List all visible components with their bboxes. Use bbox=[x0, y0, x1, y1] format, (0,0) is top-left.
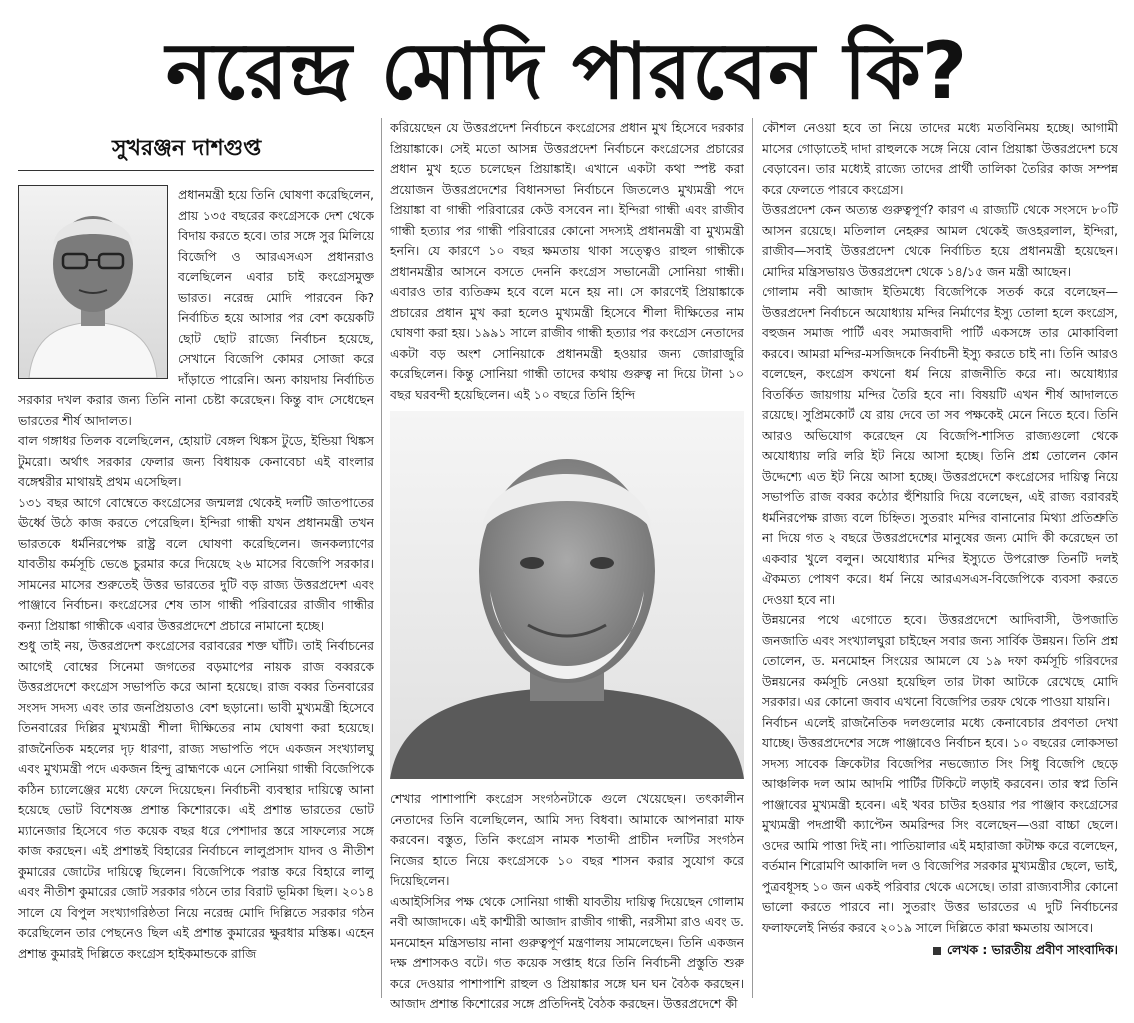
author-note-label: লেখক : bbox=[946, 942, 988, 957]
paragraph: শুধু তাই নয়, উত্তরপ্রদেশ কংগ্রেসের বরাবরের শক্ত ঘাঁটি। তাই নির্বাচনের আগেই বোম্বের সিনেমা জগতের বড়মাপের নায়ক রাজ বব্বরকে উত্তরপ্রদেশে কংগ্রেস সভাপতি করে আনা হয়েছে। রাজ বব্বর তিনবারের সংসদ সদস্য এবং তার জনপ্রিয়তাও বেশ ছড়ানো। ভাবী মুখ্যমন্ত্রী হিসেবে তিনবারের দিল্লির মুখ্যমন্ত্রী শীলা দীক্ষিতের নাম ঘোষণা করা হয়েছে। রাজনৈতিক মহলের দৃঢ় ধারণা, রাজ্য সভাপতি পদে একজন সংখ্যালঘু এবং মুখ্যমন্ত্রী পদে একজন হিন্দু ব্রাহ্মণকে এনে সোনিয়া গান্ধী বিজেপিকে কঠিন চ্যালেঞ্জের মধ্যে ফেলে দিয়েছেন। নির্বাচনী ব্যবস্থার দায়িত্বে আনা হয়েছে ভোট বিশেষজ্ঞ প্রশান্ত কিশোরকে। এই প্রশান্ত ভারতের ভোট ম্যানেজার হিসেবে গত কয়েক বছর ধরে পেশাদার স্তরে সাফল্যের সঙ্গে কাজ করছেন। এই প্রশান্তই বিহারের নির্বাচনে লালুপ্রসাদ যাদব ও নীতীশ কুমারের জোটের দায়িত্বে ছিলেন। বিজেপিকে পরাস্ত করে বিহারে লালু এবং নীতীশ কুমারের জোট সরকার গঠনে তার বিরাট ভূমিকা ছিল। ২০১৪ সালে যে বিপুল সংখ্যাগরিষ্ঠতা নিয়ে নরেন্দ্র মোদি দিল্লিতে সরকার গঠন করেছিলেন তার পেছনেও ছিল এই প্রশান্ত কুমারের ক্ষুরধার মস্তিষ্ক। এহেন প্রশান্ত কুমারই দিল্লিতে কংগ্রেস হাইকমান্ডকে রাজি bbox=[18, 638, 374, 961]
paragraph: কৌশল নেওয়া হবে তা নিয়ে তাদের মধ্যে মতবিনিময় হচ্ছে। আগামী মাসের গোড়াতেই দাদা রাহুলকে সঙ্গে নিয়ে বোন প্রিয়াঙ্কা উত্তরপ্রদেশ চষে বেড়াবেন। তার মধ্যেই রাজ্যে তাদের প্রার্থী তালিকা তৈরির কাজ সম্পন্ন করে ফেলতে পারবে কংগ্রেস। bbox=[762, 120, 1118, 197]
narendra-modi-photo bbox=[390, 411, 744, 779]
byline: সুখরঞ্জন দাশগুপ্ত bbox=[18, 130, 374, 171]
author-photo bbox=[18, 185, 168, 379]
paragraph: শেখার পাশাপাশি কংগ্রেস সংগঠনটাকে গুলে খেয়েছেন। তৎকালীন নেতাদের তিনি বলেছিলেন, আমি সদ্য বিধবা। আমাকে আপনারা মাফ করবেন। বস্তুত, তিনি কংগ্রেস নামক শতাব্দী প্রাচীন দলটির সংগঠন নিজের হাতে নিয়ে কংগ্রেসকে ১০ বছর শাসন করার সুযোগ করে দিয়েছিলেন। bbox=[390, 791, 744, 888]
paragraph: উন্নয়নের পথে এগোতে হবে। উত্তরপ্রদেশে আদিবাসী, উপজাতি জনজাতি এবং সংখ্যালঘুরা চাইছেন সবার জন্য সার্বিক উন্নয়ন। তিনি প্রশ্ন তোলেন, ড. মনমোহন সিংয়ের আমলে যে ১৯ দফা কর্মসূচি গরিবদের উন্নয়নের কর্মসূচি নেওয়া হয়েছিল তার টাকা আটকে রেখেছে মোদি সরকার। এর কোনো জবাব এখনো বিজেপির তরফ থেকে পাওয়া যায়নি। bbox=[762, 612, 1118, 709]
paragraph: করিয়েছেন যে উত্তরপ্রদেশ নির্বাচনে কংগ্রেসের প্রধান মুখ হিসেবে দরকার প্রিয়াঙ্কাকে। সেই মতো আসন্ন উত্তরপ্রদেশ নির্বাচনে কংগ্রেসের প্রচারের প্রধান মুখ হতে চলেছেন প্রিয়াঙ্কাই। এখানে একটা কথা স্পষ্ট করা প্রয়োজন উত্তরপ্রদেশের বিধানসভা নির্বাচনে জিতলেও মুখ্যমন্ত্রী পদে প্রিয়াঙ্কা বা গান্ধী পরিবারের কেউ বসবেন না। ইন্দিরা গান্ধী এবং রাজীব গান্ধী হত্যার পর গান্ধী পরিবারের কোনো সদস্যই প্রধানমন্ত্রী বা মুখ্যমন্ত্রী হননি। যে কারণে ১০ বছর ক্ষমতায় থাকা সত্ত্বেও রাহুল গান্ধীকে প্রধানমন্ত্রীর আসনে বসতে দেননি কংগ্রেস সভানেত্রী সোনিয়া গান্ধী। এবারও তার ব্যতিক্রম হবে বলে মনে হয় না। সে কারণেই প্রিয়াঙ্কাকে প্রচারের প্রধান মুখ করা হলেও মুখ্যমন্ত্রী হিসেবে শীলা দীক্ষিতের নাম ঘোষণা করা হয়। ১৯৯১ সালে রাজীব গান্ধী হত্যার পর কংগ্রেস নেতাদের একটা বড় অংশ সোনিয়াকে প্রধানমন্ত্রী হওয়ার জন্য জোরাজুরি করেছিলেন। কিন্তু সোনিয়া গান্ধী তাদের কথায় গুরুত্ব না দিয়ে টানা ১০ বছর ঘরবন্দী হয়েছিলেন। এই ১০ বছরে তিনি হিন্দি bbox=[390, 120, 744, 402]
square-bullet-icon bbox=[933, 947, 941, 955]
column-2 bbox=[390, 118, 744, 1013]
paragraph: বাল গঙ্গাধর তিলক বলেছিলেন, হোয়াট বেঙ্গল থিঙ্কস টুডে, ইন্ডিয়া থিঙ্কস টুমরো। অর্থাৎ সরকার ফেলার জন্য বিধায়ক কেনাবেচা এই বাংলার বঙ্গেশ্বরীর মাথায়ই প্রথম এসেছিল। bbox=[18, 433, 374, 489]
author-note-text: ভারতীয় প্রবীণ সাংবাদিক। bbox=[991, 942, 1118, 957]
column-divider bbox=[752, 118, 753, 998]
paragraph: এআইসিসির পক্ষ থেকে সোনিয়া গান্ধী যাবতীয় দায়িত্ব দিয়েছেন গোলাম নবী আজাদকে। এই কাশ্মীরী আজাদ রাজীব গান্ধী, নরসীমা রাও এবং ড. মনমোহন মন্ত্রিসভায় নানা গুরুত্বপূর্ণ মন্ত্রণালয় সামলেছেন। তিনি একজন দক্ষ প্রশাসকও বটে। গত কয়েক সপ্তাহ ধরে তিনি নির্বাচনী প্রস্তুতি শুরু করে দেওয়ার পাশাপাশি রাহুল ও প্রিয়াঙ্কার সঙ্গে ঘন ঘন বৈঠক করছেন। আজাদ প্রশান্ত কিশোরের সঙ্গে প্রতিদিনই বৈঠক করছেন। উত্তরপ্রদেশে কী bbox=[390, 893, 744, 1011]
paragraph: উত্তরপ্রদেশ কেন অত্যন্ত গুরুত্বপূর্ণ? কারণ এ রাজ্যটি থেকে সংসদে ৮০টি আসন রয়েছে। মতিলাল নেহরুর আমল থেকেই জওহরলাল, ইন্দিরা, রাজীব—সবাই উত্তরপ্রদেশ থেকে নির্বাচিত হয়ে প্রধানমন্ত্রী হয়েছেন। মোদির মন্ত্রিসভায়ও উত্তরপ্রদেশ থেকে ১৪/১৫ জন মন্ত্রী আছেন। bbox=[762, 202, 1118, 279]
author-note bbox=[762, 938, 1118, 961]
column-divider bbox=[381, 118, 382, 998]
paragraph: প্রধানমন্ত্রী হয়ে তিনি ঘোষণা করেছিলেন, প্রায় ১৩৫ বছরের কংগ্রেসকে দেশ থেকে বিদায় করতে হবে। তার সঙ্গে সুর মিলিয়ে বিজেপি ও আরএসএস প্রধানরাও বলেছিলেন এবার চাই কংগ্রেসমুক্ত ভারত। নরেন্দ্র মোদি পারবেন কি? নির্বাচিত হয়ে আসার পর বেশ কয়েকটি ছোট ছোট রাজ্যে নির্বাচন হয়েছে, সেখানে বিজেপি কোমর সোজা করে দাঁড়াতে পারেনি। অন্য কায়দায় নির্বাচিত সরকার দখল করার জন্য তিনি নানা চেষ্টা করেছেন। কিন্তু বাদ সেধেছেন ভারতের শীর্ষ আদালত। bbox=[18, 187, 374, 428]
column-3 bbox=[762, 118, 1118, 1013]
paragraph: ১৩১ বছর আগে বোম্বেতে কংগ্রেসের জন্মলগ্ন থেকেই দলটি জাতপাতের ঊর্ধ্বে উঠে কাজ করতে পেরেছিল। ইন্দিরা গান্ধী যখন প্রধানমন্ত্রী তখন ভারতকে ধর্মনিরপেক্ষ রাষ্ট্র বলে ঘোষণা করেছিলেন। জনকল্যাণের যাবতীয় কর্মসূচি ভেঙে চুরমার করে দিয়েছে ২৬ মাসের বিজেপি সরকার। সামনের মাসের শুরুতেই উত্তর ভারতের দুটি বড় রাজ্য উত্তরপ্রদেশ এবং পাঞ্জাবে নির্বাচন। কংগ্রেসের শেষ তাস গান্ধী পরিবারের রাজীব গান্ধীর কন্যা প্রিয়াঙ্কা গান্ধীকে এবার উত্তরপ্রদেশে প্রচারে নামানো হচ্ছে। bbox=[18, 494, 374, 633]
paragraph: নির্বাচন এলেই রাজনৈতিক দলগুলোর মধ্যে কেনাবেচার প্রবণতা দেখা যাচ্ছে। উত্তরপ্রদেশের সঙ্গে পাঞ্জাবেও নির্বাচন হবে। ১০ বছরের লোকসভা সদস্য সাবেক ক্রিকেটার বিজেপির নভজ্যোত সিং সিধু বিজেপি ছেড়ে আঞ্চলিক দল আম আদমি পার্টির টিকিটে লড়াই করবেন। তার স্বপ্ন তিনি পাঞ্জাবের মুখ্যমন্ত্রী হবেন। এই খবর চাউর হওয়ার পর পাঞ্জাব কংগ্রেসের মুখ্যমন্ত্রী পদপ্রার্থী ক্যাপ্টেন অমরিন্দর সিং বলেছেন—ওরা বাচ্চা ছেলে। ওদের আমি পাত্তা দিই না। পাতিয়ালার এই মহারাজা কটাক্ষ করে বলেছেন, বর্তমান শিরোমণি আকালি দল ও বিজেপির সরকার মুখ্যমন্ত্রীর ছেলে, ভাই, পুত্রবধূসহ ১০ জন একই পরিবার থেকে এসেছে। তারা রাজ্যবাসীর কোনো ভালো করতে পারবে না। সুতরাং উত্তর ভারতের এ দুটি নির্বাচনের ফলাফলেই নির্ভর করবে ২০১৯ সালে দিল্লিতে কারা ক্ষমতায় আসবে। bbox=[762, 714, 1118, 935]
headline: নরেন্দ্র মোদি পারবেন কি? bbox=[165, 27, 969, 117]
paragraph: গোলাম নবী আজাদ ইতিমধ্যে বিজেপিকে সতর্ক করে বলেছেন—উত্তরপ্রদেশ নির্বাচনে অযোধ্যায় মন্দির নির্মাণের ইস্যু তোলা হলে কংগ্রেস, বহুজন সমাজ পার্টি এবং সমাজবাদী পার্টি একসঙ্গে তার মোকাবিলা করবে। আমরা মন্দির-মসজিদকে নির্বাচনী ইস্যু করতে চাই না। তিনি আরও বলেছেন, কংগ্রেস কখনো ধর্ম নিয়ে রাজনীতি করে না। অযোধ্যার বিতর্কিত জায়গায় মন্দির তৈরি হবে না। বিষয়টি এখন শীর্ষ আদালতে রয়েছে। সুপ্রিমকোর্ট যে রায় দেবে তা সব পক্ষকেই মেনে নিতে হবে। তিনি আরও অভিযোগ করেছেন যে বিজেপি-শাসিত রাজ্যগুলো থেকে অযোধ্যায় লরি লরি ইট নিয়ে আসা হচ্ছে। তিনি প্রশ্ন তোলেন কোন উদ্দেশ্যে এত ইট নিয়ে আসা হচ্ছে। উত্তরপ্রদেশে কংগ্রেসের দায়িত্ব নিয়ে সভাপতি রাজ বব্বর কঠোর হুঁশিয়ারি দিয়ে বলেছেন, এই রাজ্য বরাবরই ধর্মনিরপেক্ষ রাজ্য বলে চিহ্নিত। সুতরাং মন্দির বানানোর মিথ্যা প্রতিশ্রুতি না দিয়ে গত ২ বছরে উত্তরপ্রদেশের মানুষের জন্য মোদি কী করেছেন তা একবার খুলে বলুন। অযোধ্যার মন্দির ইস্যুতে উপরোক্ত তিনটি দলই ঐকমত্য পোষণ করে। ধর্ম নিয়ে আরএসএস-বিজেপিকে ব্যবসা করতে দেওয়া হবে না। bbox=[762, 284, 1118, 607]
column-1 bbox=[18, 130, 374, 1010]
